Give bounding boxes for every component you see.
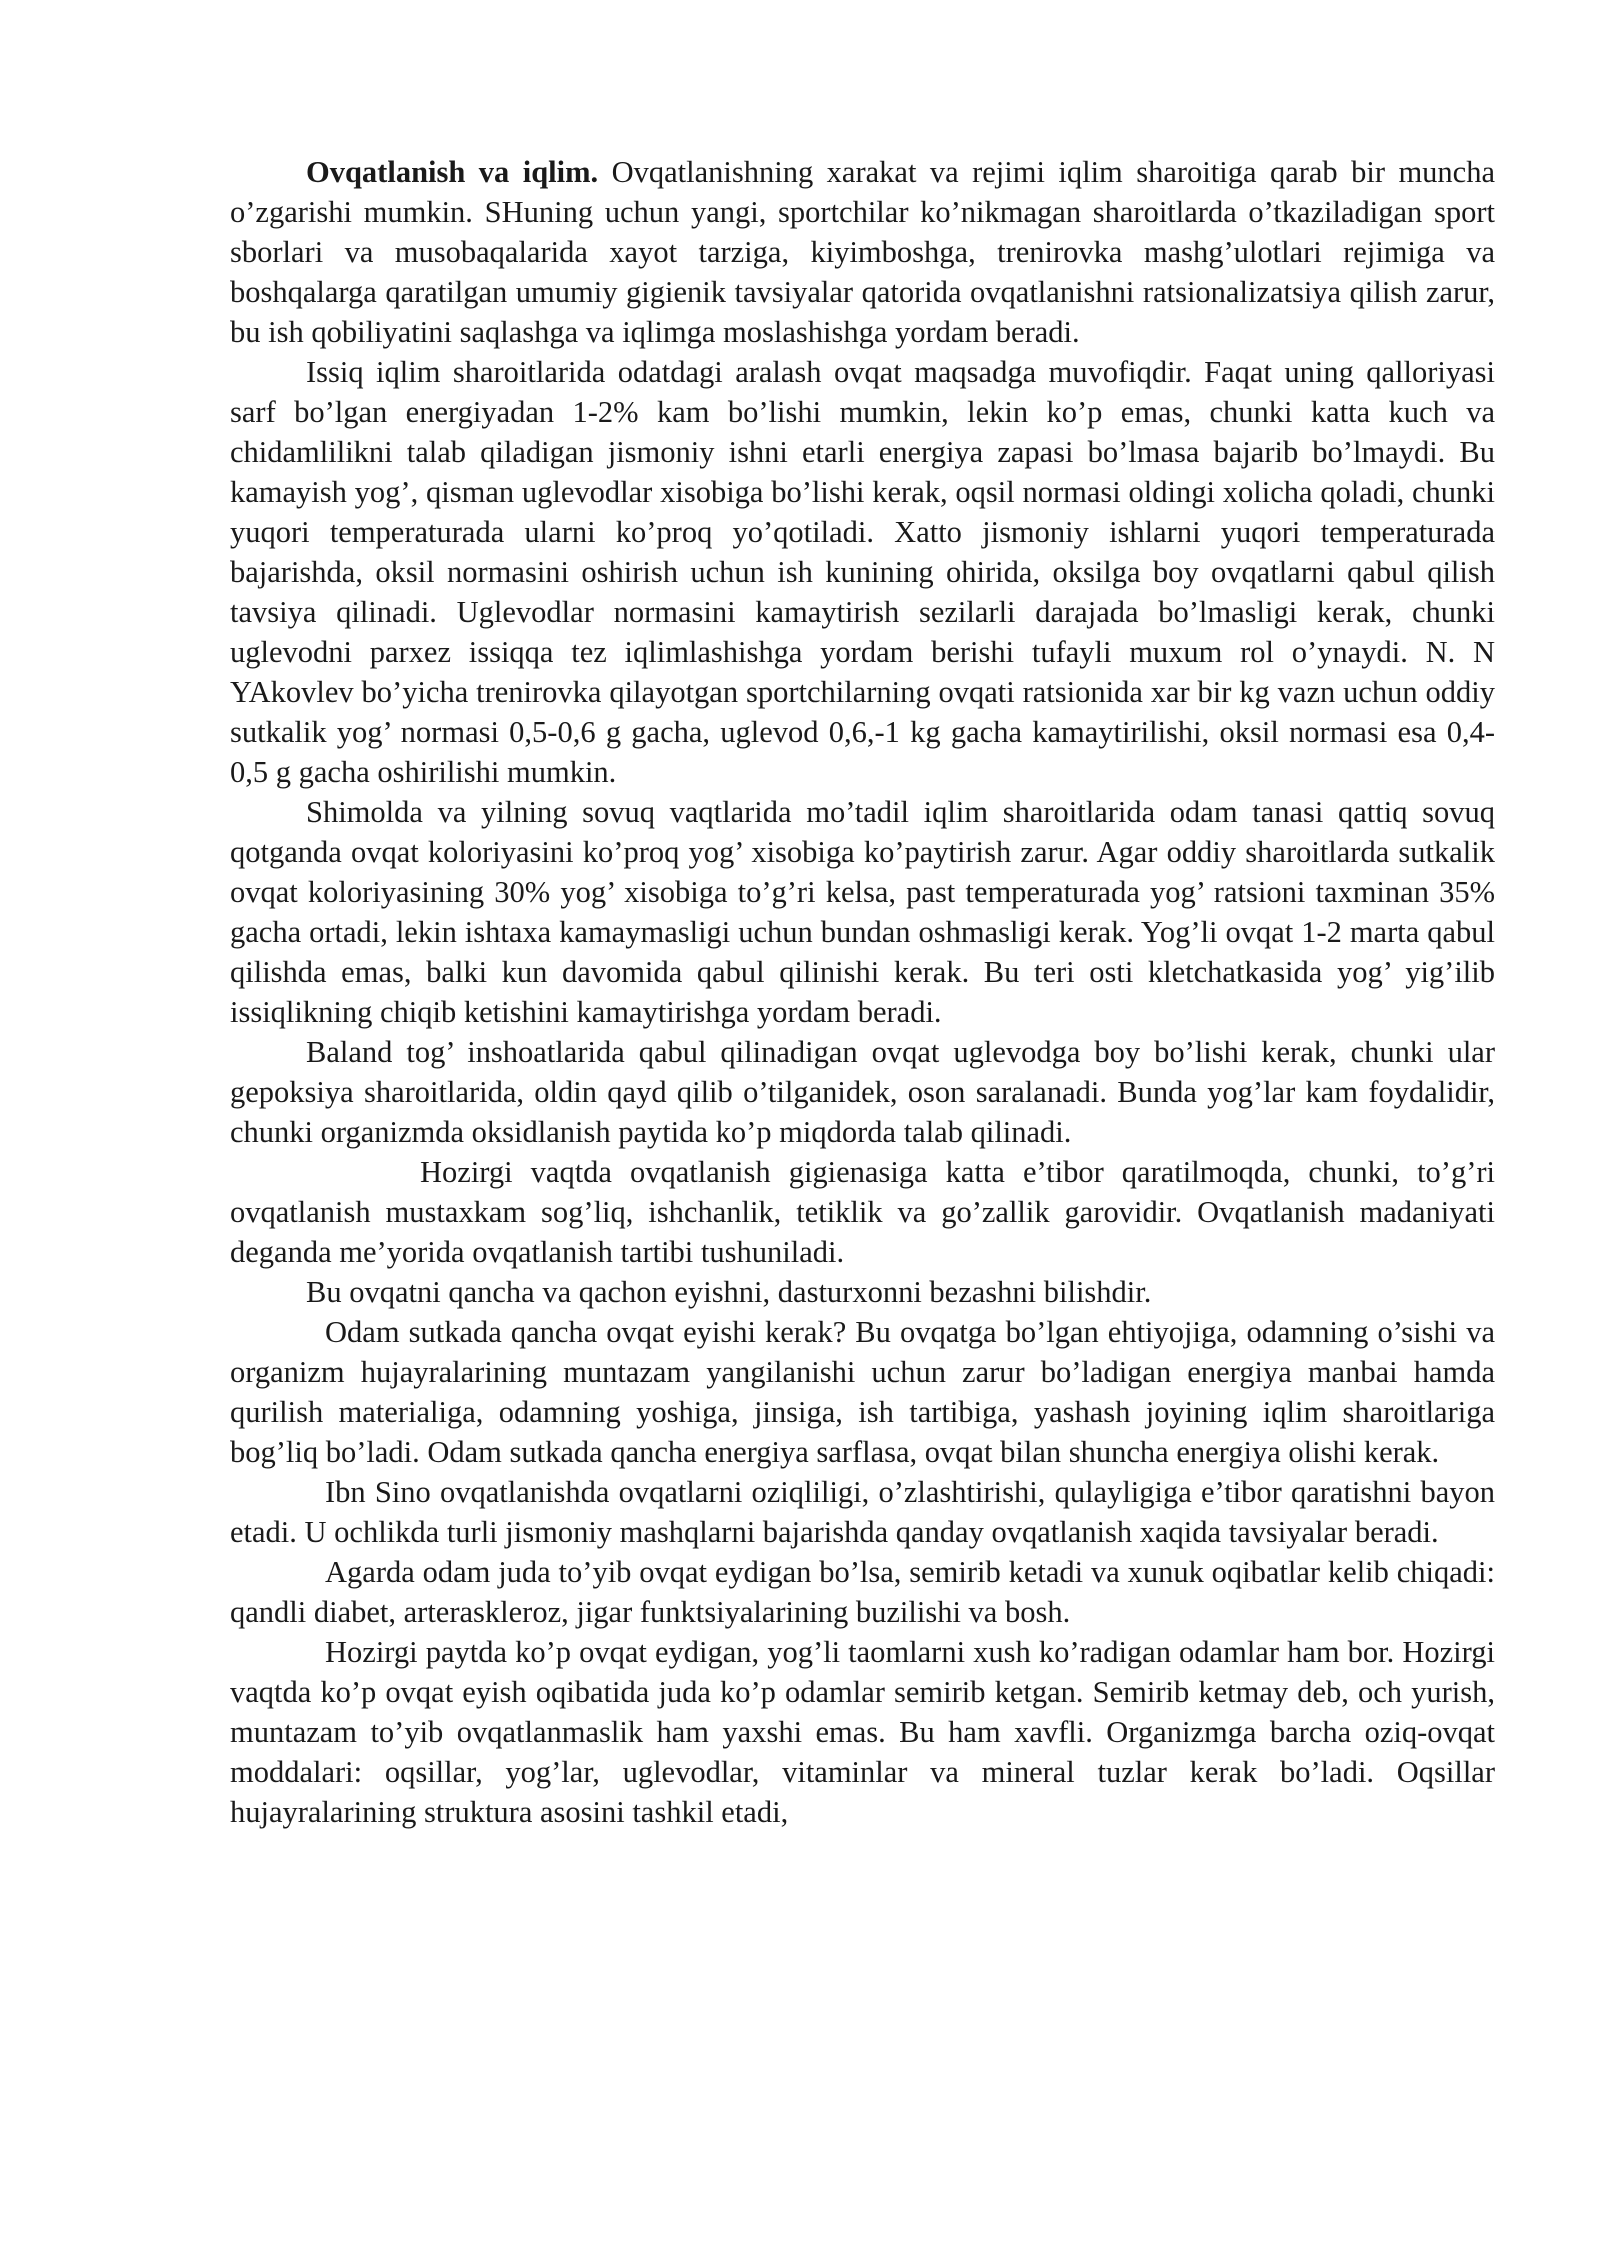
- paragraph-6: Bu ovqatni qancha va qachon eyishni, dasturxonni bezashni bilishdir.: [306, 1275, 1152, 1309]
- paragraph-1-text: Ovqatlanishning xarakat va rejimi iqlim sharoitiga qarab bir muncha o’zgarishi mumkin. SHuning uchun yangi, sportchilar ko’nikmagan sharoitlarda o’tkaziladigan sport sborlari va musobaqalarida xayot tarziga, kiyimboshga, trenirovka mashg’ulotlari rejimiga va boshqalarga qaratilgan umumiy gigienik tavsiyalar qatorida ovqatlanishni ratsionalizatsiya qilish zarur, bu ish qobiliyatini saqlashga va iqlimga moslashishga yordam beradi.: [230, 155, 1495, 349]
- paragraph-2: Issiq iqlim sharoitlarida odatdagi aralash ovqat maqsadga muvofiqdir. Faqat uning qalloriyasi sarf bo’lgan energiyadan 1-2% kam bo’lishi mumkin, lekin ko’p emas, chunki katta kuch va chidamlilikni talab qiladigan jismoniy ishni etarli energiya zapasi bo’lmasa bajarib bo’lmaydi. Bu kamayish yog’, qisman uglevodlar xisobiga bo’lishi kerak, oqsil normasi oldingi xolicha qoladi, chunki yuqori temperaturada ularni ko’proq yo’qotiladi. Xatto jismoniy ishlarni yuqori temperaturada bajarishda, oksil normasini oshirish uchun ish kunining ohirida, oksilga boy ovqatlarni qabul qilish tavsiya qilinadi. Uglevodlar normasini kamaytirish sezilarli darajada bo’lmasligi kerak, chunki uglevodni parxez issiqqa tez iqlimlashishga yordam berishi tufayli muxum rol o’ynaydi. N. N YAkovlev bo’yicha trenirovka qilayotgan sportchilarning ovqati ratsionida xar bir kg vazn uchun oddiy sutkalik yog’ normasi 0,5-0,6 g gacha, uglevod 0,6,-1 kg gacha kamaytirilishi, oksil normasi esa 0,4-0,5 g gacha oshirilishi mumkin.: [230, 355, 1495, 789]
- paragraph-8: Ibn Sino ovqatlanishda ovqatlarni oziqliligi, o’zlashtirishi, qulayligiga e’tibor qaratishni bayon etadi. U ochlikda turli jismoniy mashqlarni bajarishda qanday ovqatlanish xaqida tavsiyalar beradi.: [230, 1475, 1495, 1549]
- paragraph-7: Odam sutkada qancha ovqat eyishi kerak? Bu ovqatga bo’lgan ehtiyojiga, odamning o’sishi va organizm hujayralarining muntazam yangilanishi uchun zarur bo’ladigan energiya manbai hamda qurilish materialiga, odamning yoshiga, jinsiga, ish tartibiga, yashash joyining iqlim sharoitlariga bog’liq bo’ladi. Odam sutkada qancha energiya sarflasa, ovqat bilan shuncha energiya olishi kerak.: [230, 1315, 1495, 1469]
- paragraph-4: Baland tog’ inshoatlarida qabul qilinadigan ovqat uglevodga boy bo’lishi kerak, chunki ular gepoksiya sharoitlarida, oldin qayd qilib o’tilganidek, oson saralanadi. Bunda yog’lar kam foydalidir, chunki organizmda oksidlanish paytida ko’p miqdorda talab qilinadi.: [230, 1035, 1495, 1149]
- paragraph-3: Shimolda va yilning sovuq vaqtlarida mo’tadil iqlim sharoitlarida odam tanasi qattiq sovuq qotganda ovqat koloriyasini ko’proq yog’ xisobiga ko’paytirish zarur. Agar oddiy sharoitlarda sutkalik ovqat koloriyasining 30% yog’ xisobiga to’g’ri kelsa, past temperaturada yog’ ratsioni taxminan 35% gacha ortadi, lekin ishtaxa kamaymasligi uchun bundan oshmasligi kerak. Yog’li ovqat 1-2 marta qabul qilishda emas, balki kun davomida qabul qilinishi kerak. Bu teri osti kletchatkasida yog’ yig’ilib issiqlikning chiqib ketishini kamaytirishga yordam beradi.: [230, 795, 1495, 1029]
- document-page: [230, 152, 1495, 1832]
- paragraph-9: Agarda odam juda to’yib ovqat eydigan bo’lsa, semirib ketadi va xunuk oqibatlar kelib chiqadi: qandli diabet, arteraskleroz, jigar funktsiyalarining buzilishi va bosh.: [230, 1555, 1495, 1629]
- paragraph-1: [230, 152, 1495, 352]
- paragraph-5: Hozirgi vaqtda ovqatlanish gigienasiga katta e’tibor qaratilmoqda, chunki, to’g’ri ovqatlanish mustaxkam sog’liq, ishchanlik, tetiklik va go’zallik garovidir. Ovqatlanish madaniyati deganda me’yorida ovqatlanish tartibi tushuniladi.: [230, 1155, 1495, 1269]
- paragraph-10: Hozirgi paytda ko’p ovqat eydigan, yog’li taomlarni xush ko’radigan odamlar ham bor. Hozirgi vaqtda ko’p ovqat eyish oqibatida juda ko’p odamlar semirib ketgan. Semirib ketmay deb, och yurish, muntazam to’yib ovqatlanmaslik ham yaxshi emas. Bu ham xavfli. Organizmga barcha oziq-ovqat moddalari: oqsillar, yog’lar, uglevodlar, vitaminlar va mineral tuzlar kerak bo’ladi. Oqsillar hujayralarining struktura asosini tashkil etadi,: [230, 1635, 1495, 1829]
- section-heading: Ovqatlanish va iqlim.: [306, 155, 599, 189]
